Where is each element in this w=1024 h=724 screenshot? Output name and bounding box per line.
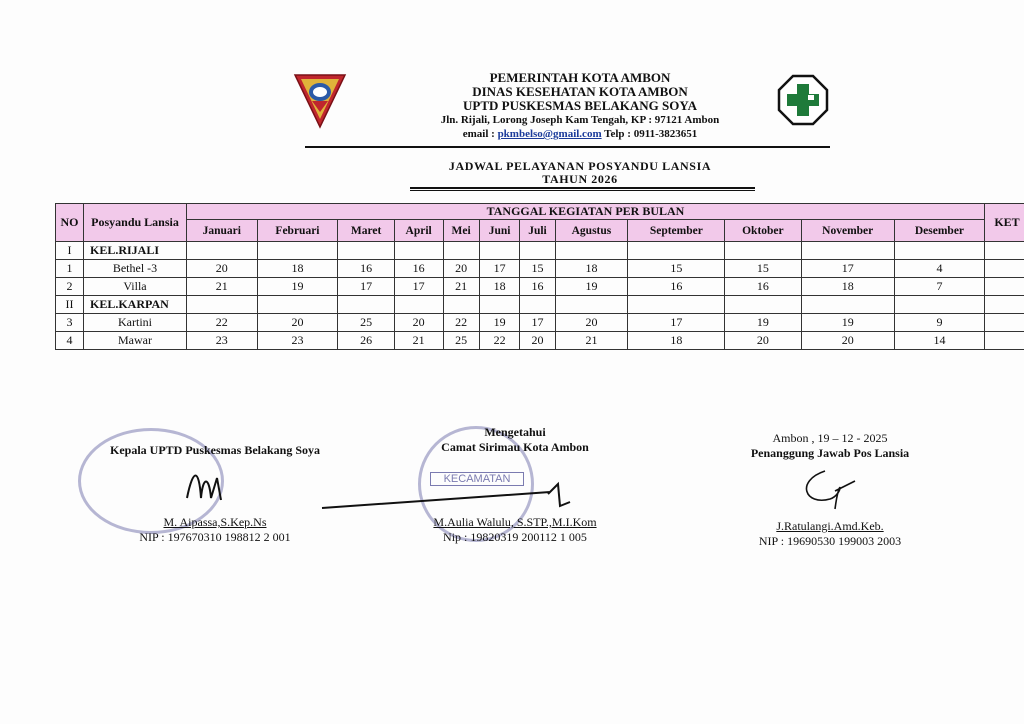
email-prefix: email : (462, 128, 498, 140)
date-cell: 19 (725, 314, 801, 332)
empty-cell (479, 242, 520, 260)
date-cell: 21 (187, 278, 258, 296)
letterhead-line2: DINAS KESEHATAN KOTA AMBON (472, 84, 688, 99)
row-posyandu-name: Kartini (84, 314, 187, 332)
date-cell: 25 (443, 332, 479, 350)
date-cell: 21 (555, 332, 628, 350)
col-header-posyandu: Posyandu Lansia (84, 204, 187, 242)
date-cell: 15 (725, 260, 801, 278)
date-cell: 19 (555, 278, 628, 296)
date-cell: 20 (555, 314, 628, 332)
date-cell: 16 (628, 278, 725, 296)
letterhead (380, 71, 780, 141)
row-no: 1 (56, 260, 84, 278)
ket-cell (985, 278, 1024, 296)
signature-right-role: Penanggung Jawab Pos Lansia (750, 446, 910, 460)
table-row (56, 260, 1024, 278)
month-header: Juli (520, 220, 555, 242)
date-cell: 22 (479, 332, 520, 350)
row-posyandu-name: Villa (84, 278, 187, 296)
email-link[interactable]: pkmbelso@gmail.com (497, 128, 602, 140)
month-header: Januari (187, 220, 258, 242)
letterhead-divider (305, 146, 830, 148)
date-cell: 16 (338, 260, 394, 278)
empty-cell (555, 242, 628, 260)
signature-left-mark (95, 458, 335, 515)
date-cell: 4 (894, 260, 984, 278)
date-cell: 17 (801, 260, 894, 278)
title-underline-2 (410, 190, 755, 191)
date-cell: 18 (801, 278, 894, 296)
col-header-no: NO (56, 204, 84, 242)
empty-cell (187, 296, 258, 314)
signature-left-role: Kepala UPTD Puskesmas Belakang Soya (109, 443, 321, 457)
empty-cell (520, 296, 555, 314)
title-underline (410, 187, 755, 189)
section-no: II (56, 296, 84, 314)
empty-cell (338, 296, 394, 314)
empty-cell (894, 296, 984, 314)
empty-cell (338, 242, 394, 260)
signature-left (95, 443, 335, 545)
empty-cell (985, 296, 1024, 314)
signature-right-nip: NIP : 19690530 199003 2003 (758, 534, 902, 548)
signature-center-name: M.Aulia Walulu, S.STP.,M.I.Kom (433, 515, 597, 529)
date-cell: 19 (801, 314, 894, 332)
month-header: Agustus (555, 220, 628, 242)
signature-right-place-date: Ambon , 19 – 12 - 2025 (772, 431, 888, 445)
row-no: 2 (56, 278, 84, 296)
date-cell: 15 (520, 260, 555, 278)
section-no: I (56, 242, 84, 260)
signature-center-label: Mengetahui (484, 425, 546, 439)
letterhead-contact (380, 127, 780, 141)
empty-cell (801, 296, 894, 314)
month-header: Maret (338, 220, 394, 242)
empty-cell (520, 242, 555, 260)
date-cell: 17 (338, 278, 394, 296)
ambon-city-emblem-icon (292, 72, 348, 130)
date-cell: 26 (338, 332, 394, 350)
signature-right-name: J.Ratulangi.Amd.Keb. (776, 519, 884, 533)
empty-cell (394, 296, 443, 314)
date-cell: 9 (894, 314, 984, 332)
date-cell: 25 (338, 314, 394, 332)
row-no: 3 (56, 314, 84, 332)
row-no: 4 (56, 332, 84, 350)
date-cell: 20 (394, 314, 443, 332)
ket-cell (985, 314, 1024, 332)
month-header: Oktober (725, 220, 801, 242)
empty-cell (443, 296, 479, 314)
empty-cell (555, 296, 628, 314)
signature-left-name: M. Aipassa,S.Kep.Ns (163, 515, 267, 529)
col-header-ket: KET (985, 204, 1024, 242)
date-cell: 7 (894, 278, 984, 296)
ket-cell (985, 332, 1024, 350)
ket-cell (985, 260, 1024, 278)
row-posyandu-name: Bethel -3 (84, 260, 187, 278)
date-cell: 17 (628, 314, 725, 332)
document-title (380, 160, 780, 186)
title-line2: TAHUN 2026 (542, 172, 618, 186)
date-cell: 17 (394, 278, 443, 296)
section-name: KEL.KARPAN (84, 296, 187, 314)
empty-cell (628, 242, 725, 260)
health-cross-logo-icon (777, 74, 829, 126)
date-cell: 20 (801, 332, 894, 350)
month-header: Februari (257, 220, 338, 242)
date-cell: 22 (443, 314, 479, 332)
signature-right-mark (715, 461, 945, 519)
empty-cell (443, 242, 479, 260)
section-row (56, 242, 1024, 260)
date-cell: 18 (555, 260, 628, 278)
table-row (56, 332, 1024, 350)
date-cell: 20 (520, 332, 555, 350)
date-cell: 18 (257, 260, 338, 278)
empty-cell (801, 242, 894, 260)
signature-center-nip: Nip : 19820319 200112 1 005 (443, 530, 587, 544)
month-header: November (801, 220, 894, 242)
date-cell: 22 (187, 314, 258, 332)
signature-center-role: Camat Sirimau Kota Ambon (441, 440, 589, 454)
month-header: Juni (479, 220, 520, 242)
date-cell: 20 (187, 260, 258, 278)
date-cell: 18 (628, 332, 725, 350)
empty-cell (725, 242, 801, 260)
empty-cell (257, 242, 338, 260)
date-cell: 20 (725, 332, 801, 350)
row-posyandu-name: Mawar (84, 332, 187, 350)
section-name: KEL.RIJALI (84, 242, 187, 260)
date-cell: 20 (257, 314, 338, 332)
signature-center (395, 425, 635, 545)
signature-right (715, 431, 945, 549)
letterhead-line3: UPTD PUSKESMAS BELAKANG SOYA (463, 98, 697, 113)
letterhead-line1: PEMERINTAH KOTA AMBON (489, 70, 671, 85)
date-cell: 19 (479, 314, 520, 332)
month-header: April (394, 220, 443, 242)
empty-cell (394, 242, 443, 260)
table-row (56, 278, 1024, 296)
date-cell: 20 (443, 260, 479, 278)
empty-cell (187, 242, 258, 260)
col-header-group: TANGGAL KEGIATAN PER BULAN (187, 204, 985, 220)
schedule-table (55, 203, 1024, 350)
date-cell: 16 (520, 278, 555, 296)
date-cell: 21 (394, 332, 443, 350)
month-header: Desember (894, 220, 984, 242)
date-cell: 16 (394, 260, 443, 278)
empty-cell (479, 296, 520, 314)
empty-cell (725, 296, 801, 314)
empty-cell (628, 296, 725, 314)
table-row (56, 314, 1024, 332)
date-cell: 17 (520, 314, 555, 332)
date-cell: 19 (257, 278, 338, 296)
empty-cell (894, 242, 984, 260)
section-row (56, 296, 1024, 314)
date-cell: 23 (187, 332, 258, 350)
signature-left-nip: NIP : 197670310 198812 2 001 (139, 530, 291, 544)
date-cell: 21 (443, 278, 479, 296)
date-cell: 14 (894, 332, 984, 350)
phone-text: Telp : 0911-3823651 (601, 128, 698, 140)
month-header: Mei (443, 220, 479, 242)
date-cell: 18 (479, 278, 520, 296)
month-header: September (628, 220, 725, 242)
date-cell: 17 (479, 260, 520, 278)
date-cell: 23 (257, 332, 338, 350)
center-stamp-text: KECAMATAN (430, 472, 524, 486)
empty-cell (985, 242, 1024, 260)
date-cell: 15 (628, 260, 725, 278)
title-line1: JADWAL PELAYANAN POSYANDU LANSIA (448, 159, 712, 173)
date-cell: 16 (725, 278, 801, 296)
letterhead-address: Jln. Rijali, Lorong Joseph Kam Tengah, KP : 97121 Ambon (440, 114, 720, 126)
empty-cell (257, 296, 338, 314)
